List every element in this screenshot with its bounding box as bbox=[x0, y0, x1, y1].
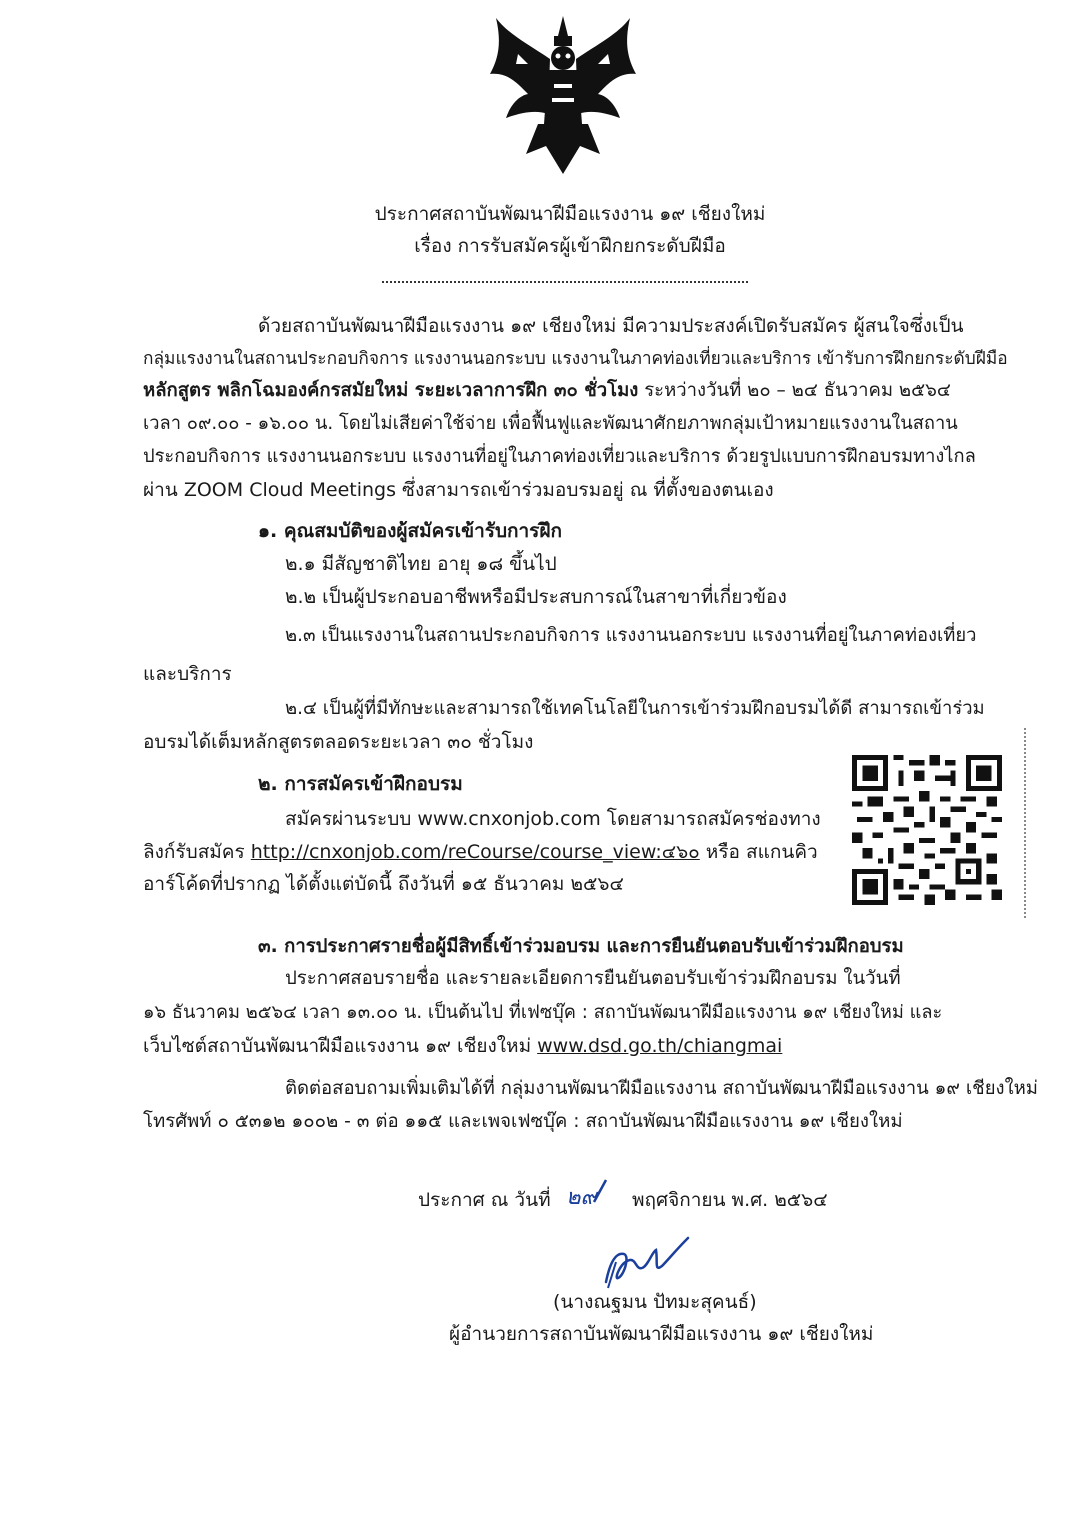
course-dates: ระหว่างวันที่ ๒๐ – ๒๔ ธันวาคม ๒๕๖๔ bbox=[638, 380, 951, 401]
title-divider bbox=[382, 281, 748, 283]
website-label: เว็บไซต์สถาบันพัฒนาฝีมือแรงงาน ๑๙ เชียงใหม่ bbox=[143, 1035, 538, 1057]
intro-line: เวลา ๐๙.๐๐ - ๑๖.๐๐ น. โดยไม่เสียค่าใช้จ่าย เพื่อฟื้นฟูและพัฒนาศักยภาพกลุ่มเป้าหมายแรงงานในสถาน bbox=[143, 413, 958, 434]
intro-line bbox=[143, 377, 951, 405]
announcement-line: ๑๖ ธันวาคม ๒๕๖๔ เวลา ๑๓.๐๐ น. เป็นต้นไป ที่เฟซบุ๊ค : สถาบันพัฒนาฝีมือแรงงาน ๑๙ เชียงใหม่ และ bbox=[143, 1002, 943, 1023]
register-line: อาร์โค้ดที่ปรากฏ ได้ตั้งแต่บัดนี้ ถึงวันที่ ๑๕ ธันวาคม ๒๕๖๔ bbox=[143, 873, 624, 895]
contact-line: ติดต่อสอบถามเพิ่มเติมได้ที่ กลุ่มงานพัฒนาฝีมือแรงงาน สถาบันพัฒนาฝีมือแรงงาน ๑๙ เชียงใหม่ bbox=[285, 1078, 1038, 1099]
garuda-emblem-icon bbox=[488, 14, 638, 179]
qualification-item-cont: อบรมได้เต็มหลักสูตรตลอดระยะเวลา ๓๐ ชั่วโมง bbox=[143, 731, 534, 753]
checkmark-icon bbox=[564, 1172, 624, 1212]
signer-name: (นางณฐมน ปัทมะสุคนธ์) bbox=[553, 1291, 757, 1313]
qualification-item: ๒.๓ เป็นแรงงานในสถานประกอบกิจการ แรงงานนอกระบบ แรงงานที่อยู่ในภาคท่องเที่ยว bbox=[285, 625, 977, 646]
register-line: สมัครผ่านระบบ www.cnxonjob.com โดยสามารถสมัครช่องทาง bbox=[285, 808, 821, 830]
course-name: หลักสูตร พลิกโฉมองค์กรสมัยใหม่ ระยะเวลาการฝึก ๓๐ ชั่วโมง bbox=[143, 380, 639, 401]
qualification-item-cont: และบริการ bbox=[143, 663, 232, 685]
section3-heading: ๓. การประกาศรายชื่อผู้มีสิทธิ์เข้าร่วมอบรม และการยืนยันตอบรับเข้าร่วมฝึกอบรม bbox=[258, 936, 904, 957]
register-line bbox=[143, 838, 818, 866]
intro-line: ด้วยสถาบันพัฒนาฝีมือแรงงาน ๑๙ เชียงใหม่ มีความประสงค์เปิดรับสมัคร ผู้สนใจซึ่งเป็น bbox=[258, 315, 964, 337]
section2-heading: ๒. การสมัครเข้าฝึกอบรม bbox=[258, 773, 463, 795]
announcement-line: ประกาศสอบรายชื่อ และรายละเอียดการยืนยันตอบรับเข้าร่วมฝึกอบรม ในวันที่ bbox=[285, 968, 901, 989]
handwritten-signature-icon bbox=[596, 1232, 696, 1292]
announce-date-label: ประกาศ ณ วันที่ bbox=[418, 1189, 551, 1211]
scan-edge-mark bbox=[1024, 728, 1028, 918]
qualification-item: ๒.๑ มีสัญชาติไทย อายุ ๑๘ ขึ้นไป bbox=[285, 553, 557, 575]
intro-line: ผ่าน ZOOM Cloud Meetings ซึ่งสามารถเข้าร่วมอบรมอยู่ ณ ที่ตั้งของตนเอง bbox=[143, 479, 774, 501]
website-link[interactable]: www.dsd.go.th/chiangmai bbox=[537, 1035, 783, 1057]
qualification-item: ๒.๒ เป็นผู้ประกอบอาชีพหรือมีประสบการณ์ในสาขาที่เกี่ยวข้อง bbox=[285, 586, 787, 608]
page-subtitle: เรื่อง การรับสมัครผู้เข้าฝึกยกระดับฝีมือ bbox=[414, 235, 726, 257]
register-qr-text: หรือ สแกนคิว bbox=[699, 841, 818, 863]
announce-date-day: ๒๙ bbox=[566, 1185, 597, 1210]
contact-line: โทรศัพท์ ๐ ๕๓๑๒ ๑๐๐๒ - ๓ ต่อ ๑๑๕ และเพจเฟซบุ๊ค : สถาบันพัฒนาฝีมือแรงงาน ๑๙ เชียงใหม่ bbox=[143, 1111, 903, 1132]
page-title: ประกาศสถาบันพัฒนาฝีมือแรงงาน ๑๙ เชียงใหม่ bbox=[374, 203, 766, 225]
intro-line: กลุ่มแรงงานในสถานประกอบกิจการ แรงงานนอกระบบ แรงงานในภาคท่องเที่ยวและบริการ เข้ารับการฝึกยกระดับฝีมือ bbox=[143, 349, 1008, 369]
qualification-item: ๒.๔ เป็นผู้ที่มีทักษะและสามารถใช้เทคโนโลยีในการเข้าร่วมฝึกอบรมได้ดี สามารถเข้าร่วม bbox=[285, 698, 985, 719]
intro-line: ประกอบกิจการ แรงงานนอกระบบ แรงงานที่อยู่ในภาคท่องเที่ยวและบริการ ด้วยรูปแบบการฝึกอบรมทางไกล bbox=[143, 446, 976, 467]
register-link-label: ลิงก์รับสมัคร bbox=[143, 841, 251, 863]
section1-heading: ๑. คุณสมบัติของผู้สมัครเข้ารับการฝึก bbox=[258, 520, 563, 542]
announce-date-month-year: พฤศจิกายน พ.ศ. ๒๕๖๔ bbox=[632, 1189, 828, 1211]
qr-code-icon[interactable] bbox=[850, 755, 1004, 905]
signer-title: ผู้อำนวยการสถาบันพัฒนาฝีมือแรงงาน ๑๙ เชียงใหม่ bbox=[449, 1323, 874, 1345]
register-link[interactable]: http://cnxonjob.com/reCourse/course_view:๔๖๐ bbox=[250, 841, 700, 863]
announcement-line bbox=[143, 1032, 782, 1060]
